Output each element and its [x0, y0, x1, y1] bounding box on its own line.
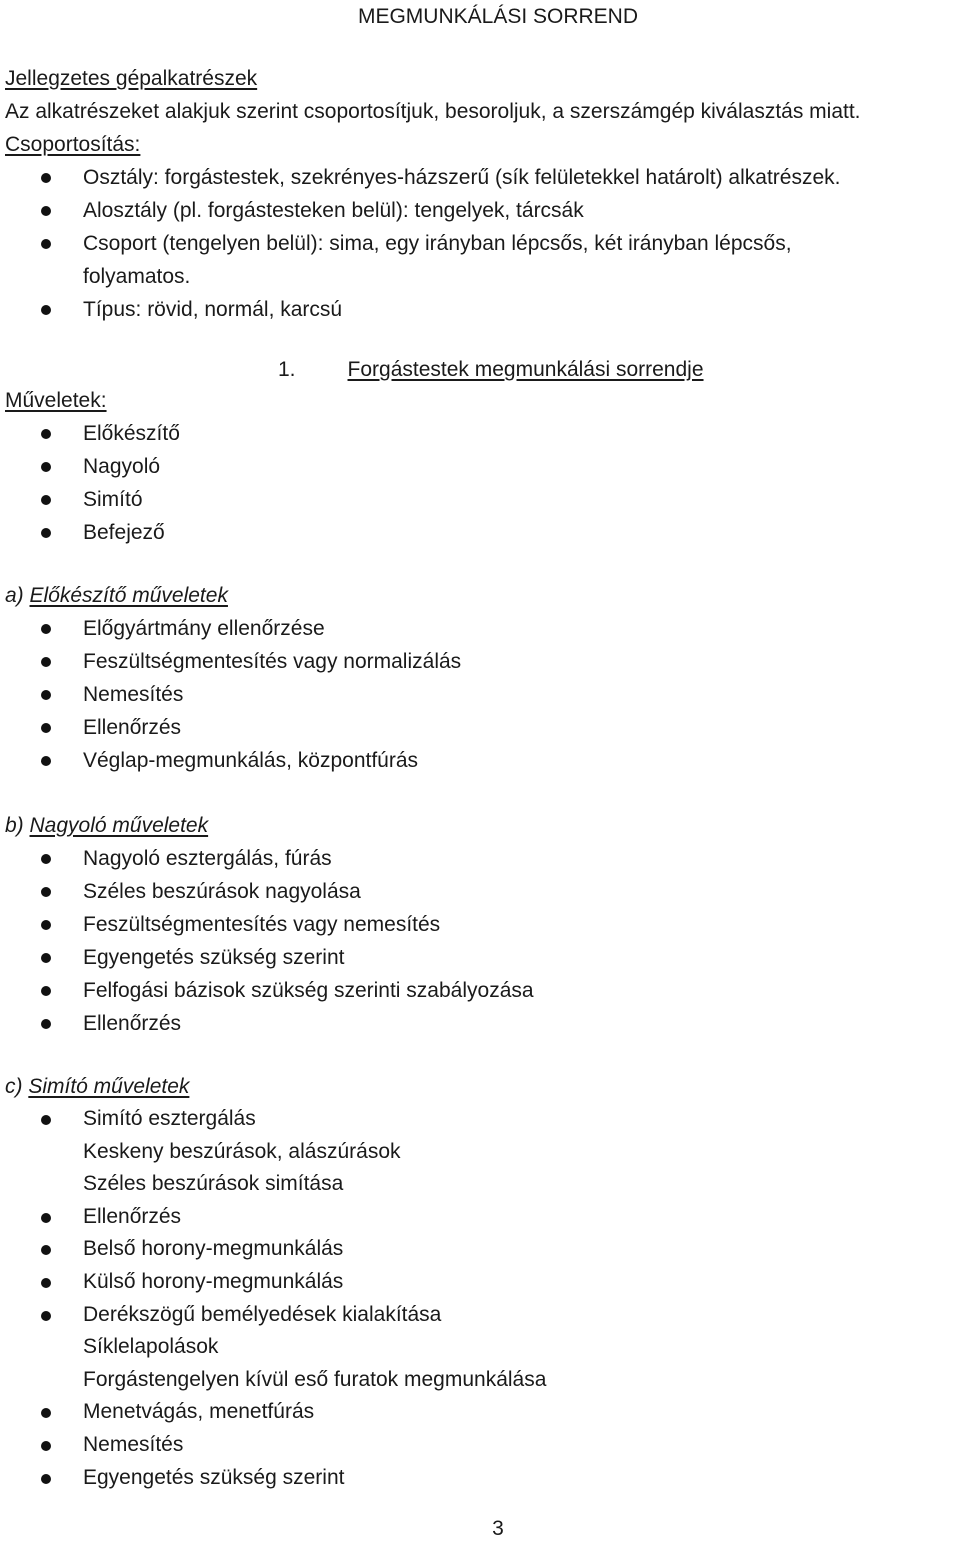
list-item: Külső horony-megmunkálás	[0, 1266, 960, 1299]
list-item: Simító esztergálás	[0, 1103, 960, 1136]
list-item-continuation: Keskeny beszúrások, alászúrások	[83, 1139, 401, 1163]
page-title: MEGMUNKÁLÁSI SORREND	[357, 5, 639, 28]
intro-sentence: Az alkatrészeket alakjuk szerint csoportosítjuk, besoroljuk, a szerszámgép kiválasztás miatt.	[5, 100, 861, 123]
list-item: Ellenőrzés	[0, 1201, 960, 1234]
list-item: Előgyártmány ellenőrzése	[0, 612, 960, 645]
list-item-continuation: Széles beszúrások simítása	[83, 1172, 344, 1196]
operations-list	[0, 417, 960, 549]
bullet-icon	[41, 206, 51, 216]
subsection-a-list	[0, 612, 960, 777]
bullet-icon	[41, 1278, 51, 1288]
list-item: Felfogási bázisok szükség szerinti szabályozása	[0, 974, 960, 1007]
bullet-icon	[41, 429, 51, 439]
bullet-icon	[41, 953, 51, 963]
bullet-icon	[41, 854, 51, 864]
bullet-icon	[41, 173, 51, 183]
list-item: Feszültségmentesítés vagy normalizálás	[0, 645, 960, 678]
bullet-icon	[41, 528, 51, 538]
list-item: Nagyoló esztergálás, fúrás	[0, 842, 960, 875]
subsection-c-list	[0, 1103, 960, 1494]
list-item: Derékszögű bemélyedések kialakítása	[0, 1299, 960, 1332]
list-item: Feszültségmentesítés vagy nemesítés	[0, 908, 960, 941]
bullet-icon	[41, 495, 51, 505]
list-item: Egyengetés szükség szerint	[0, 1462, 960, 1495]
list-item: Belső horony-megmunkálás	[0, 1233, 960, 1266]
subsection-b-list	[0, 842, 960, 1040]
list-item: Menetvágás, menetfúrás	[0, 1396, 960, 1429]
list-item-continuation: folyamatos.	[83, 265, 191, 288]
list-item-continuation: Síklelapolások	[83, 1335, 219, 1359]
subsection-a-heading: a) Előkészítő műveletek	[5, 584, 228, 607]
list-item: Előkészítő	[0, 417, 960, 450]
bullet-icon	[41, 462, 51, 472]
list-item: Széles beszúrások nagyolása	[0, 875, 960, 908]
list-item: Egyengetés szükség szerint	[0, 941, 960, 974]
list-item: Osztály: forgástestek, szekrényes-házszerű (sík felületekkel határolt) alkatrészek.	[0, 161, 960, 194]
list-item: Csoport (tengelyen belül): sima, egy irányban lépcsős, két irányban lépcsős,	[0, 227, 960, 260]
bullet-icon	[41, 690, 51, 700]
intro-heading: Jellegzetes gépalkatrészek	[5, 67, 258, 90]
list-item: Ellenőrzés	[0, 1007, 960, 1040]
bullet-icon	[41, 1245, 51, 1255]
list-item-continuation: Forgástengelyen kívül eső furatok megmunkálása	[83, 1367, 547, 1391]
list-item: Nagyoló	[0, 450, 960, 483]
section-title: Forgástestek megmunkálási sorrendje	[347, 358, 704, 381]
subsection-b-heading: b) Nagyoló műveletek	[5, 814, 209, 837]
list-item: Nemesítés	[0, 1429, 960, 1462]
bullet-icon	[41, 723, 51, 733]
operations-label: Műveletek:	[5, 389, 107, 412]
list-item: Alosztály (pl. forgástesteken belül): tengelyek, tárcsák	[0, 194, 960, 227]
bullet-icon	[41, 239, 51, 249]
bullet-icon	[41, 1408, 51, 1418]
bullet-icon	[41, 1311, 51, 1321]
list-item: Véglap-megmunkálás, központfúrás	[0, 744, 960, 777]
bullet-icon	[41, 920, 51, 930]
bullet-icon	[41, 305, 51, 315]
subsection-c-heading: c) Simító műveletek	[5, 1075, 190, 1098]
bullet-icon	[41, 1474, 51, 1484]
list-item: Ellenőrzés	[0, 711, 960, 744]
bullet-icon	[41, 1213, 51, 1223]
grouping-list	[0, 161, 960, 326]
grouping-label: Csoportosítás:	[5, 133, 141, 156]
bullet-icon	[41, 1019, 51, 1029]
bullet-icon	[41, 1441, 51, 1451]
bullet-icon	[41, 657, 51, 667]
section-heading	[278, 353, 704, 386]
section-number: 1.	[278, 358, 296, 381]
list-item: Nemesítés	[0, 678, 960, 711]
bullet-icon	[41, 756, 51, 766]
list-item: Típus: rövid, normál, karcsú	[0, 293, 960, 326]
bullet-icon	[41, 1115, 51, 1125]
list-item: Simító	[0, 483, 960, 516]
bullet-icon	[41, 887, 51, 897]
page-number: 3	[492, 1517, 504, 1540]
list-item: Befejező	[0, 516, 960, 549]
bullet-icon	[41, 624, 51, 634]
bullet-icon	[41, 986, 51, 996]
